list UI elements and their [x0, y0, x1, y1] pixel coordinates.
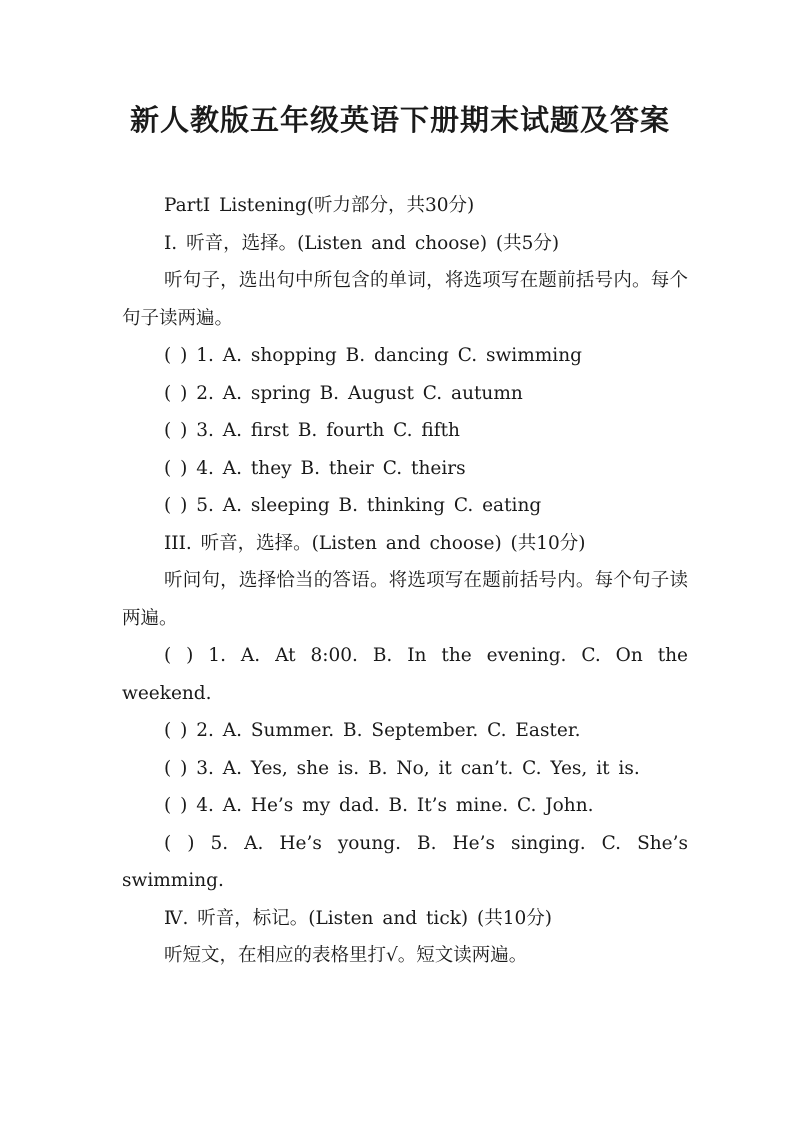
question-item: ( ) 5. A. He’s young. B. He’s singing. C. She’s swimming. [122, 832, 688, 891]
section-heading-part-4: Ⅳ. 听音，标记。(Listen and tick) (共10分) [164, 907, 552, 929]
instruction-text: 听句子，选出句中所包含的单词，将选项写在题前括号内。每个句子读两遍。 [122, 270, 688, 329]
question-item: ( ) 3. A. first B. fourth C. fifth [164, 420, 460, 441]
question-item: ( ) 4. A. they B. their C. theirs [164, 457, 466, 479]
question-item: ( ) 2. A. spring B. August C. autumn [164, 382, 523, 404]
section-heading-part-3: III. 听音，选择。(Listen and choose) (共10分) [164, 532, 586, 554]
section-heading-listening: PartⅠ Listening(听力部分，共30分) [164, 195, 475, 216]
instruction-text: 听问句，选择恰当的答语。将选项写在题前括号内。每个句子读两遍。 [122, 570, 688, 629]
question-item: ( ) 2. A. Summer. B. September. C. Easter. [164, 720, 581, 741]
instruction-text: 听短文，在相应的表格里打√。短文读两遍。 [164, 945, 528, 966]
document-body [122, 187, 688, 975]
question-item: ( ) 1. A. shopping B. dancing C. swimming [164, 345, 582, 366]
question-item: ( ) 3. A. Yes, she is. B. No, it can’t. C. Yes, it is. [164, 757, 640, 779]
section-heading-part-1: Ⅰ. 听音，选择。(Listen and choose) (共5分) [164, 232, 560, 254]
question-item: ( ) 5. A. sleeping B. thinking C. eating [164, 495, 542, 516]
question-item: ( ) 4. A. He’s my dad. B. It’s mine. C. John. [164, 795, 594, 816]
question-item: ( ) 1. A. At 8:00. B. In the evening. C. On the weekend. [122, 645, 688, 704]
document-title: 新人教版五年级英语下册期末试题及答案 [129, 103, 670, 137]
